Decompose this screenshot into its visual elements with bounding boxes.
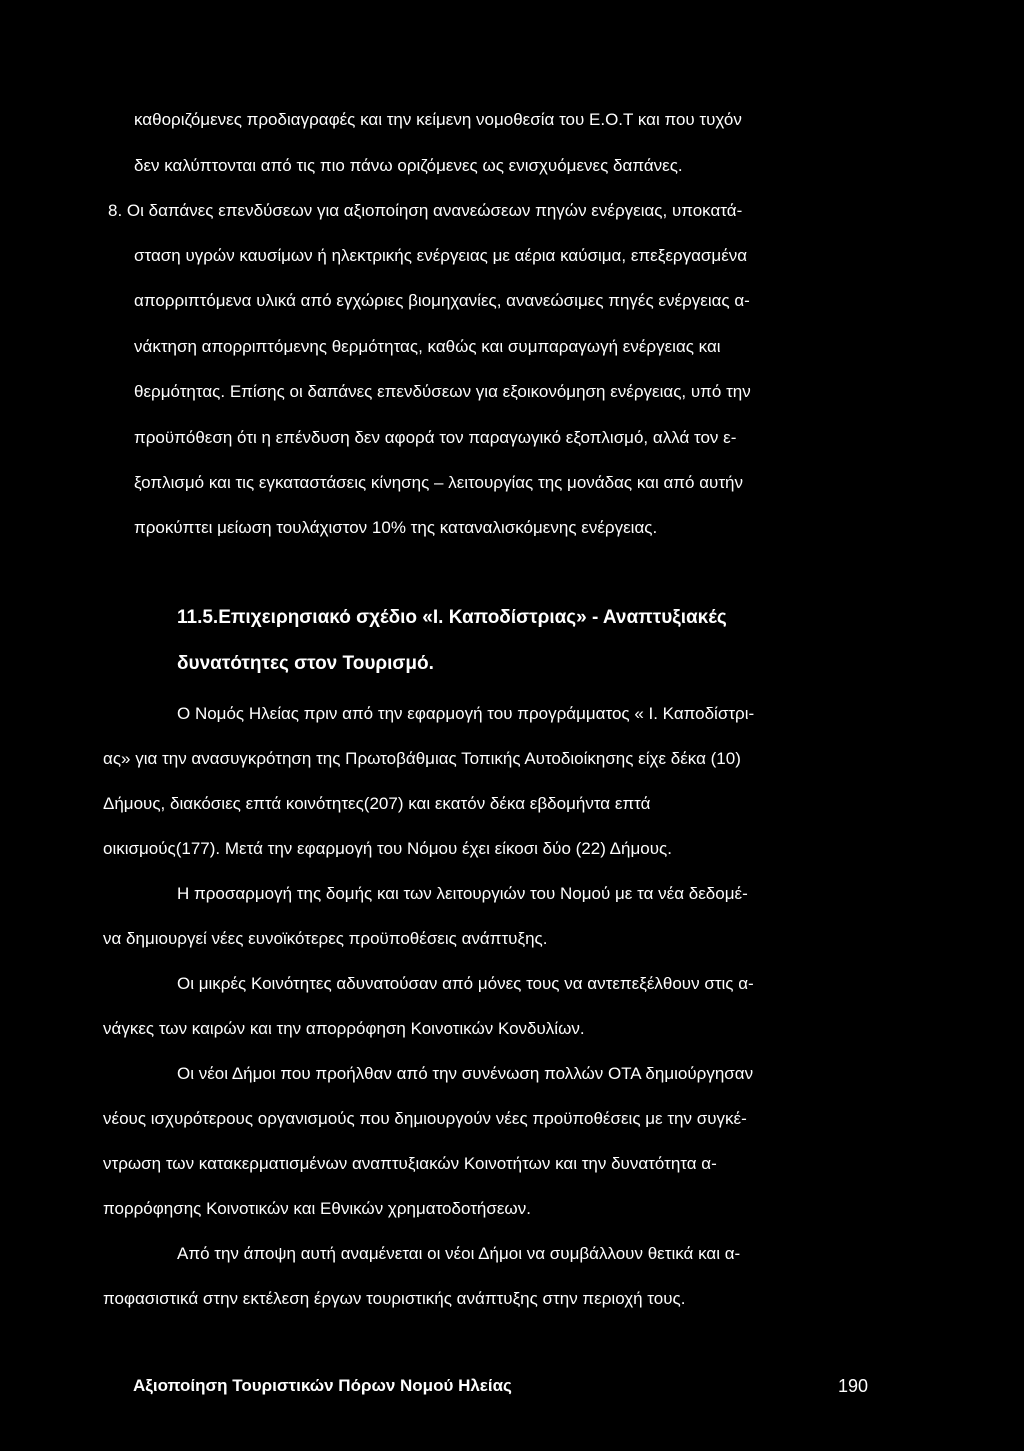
footer-title: Αξιοποίηση Τουριστικών Πόρων Νομού Ηλείας (133, 1376, 512, 1395)
page-number: 190 (838, 1376, 869, 1396)
paragraph-line: 8. Οι δαπάνες επενδύσεων για αξιοποίηση ανανεώσεων πηγών ενέργειας, υποκατά- (108, 201, 743, 220)
paragraph-line: ντρωση των κατακερματισμένων αναπτυξιακών Κοινοτήτων και την δυνατότητα α- (103, 1154, 717, 1173)
paragraph-line: απορριπτόμενα υλικά από εγχώριες βιομηχανίες, ανανεώσιμες πηγές ενέργειας α- (134, 291, 750, 310)
paragraph-line: ποφασιστικά στην εκτέλεση έργων τουριστικής ανάπτυξης στην περιοχή τους. (103, 1289, 686, 1308)
section-heading: 11.5.Επιχειρησιακό σχέδιο «Ι. Καποδίστριας» - Αναπτυξιακές (177, 607, 727, 628)
paragraph-line: πορρόφησης Κοινοτικών και Εθνικών χρηματοδοτήσεων. (103, 1199, 531, 1218)
paragraph-line: νάκτηση απορριπτόμενης θερμότητας, καθώς και συμπαραγωγή ενέργειας και (134, 337, 721, 356)
paragraph-line: Ο Νομός Ηλείας πριν από την εφαρμογή του προγράμματος « Ι. Καποδίστρι- (177, 704, 755, 723)
paragraph-line: Η προσαρμογή της δομής και των λειτουργιών του Νομού με τα νέα δεδομέ- (177, 884, 748, 903)
paragraph-line: να δημιουργεί νέες ευνοϊκότερες προϋποθέσεις ανάπτυξης. (103, 929, 548, 948)
paragraph-line: ας» για την ανασυγκρότηση της Πρωτοβάθμιας Τοπικής Αυτοδιοίκησης είχε δέκα (10) (103, 749, 741, 768)
paragraph-line: θερμότητας. Επίσης οι δαπάνες επενδύσεων για εξοικονόμηση ενέργειας, υπό την (134, 382, 751, 401)
paragraph-line: προϋπόθεση ότι η επένδυση δεν αφορά τον παραγωγικό εξοπλισμό, αλλά τον ε- (134, 428, 737, 447)
paragraph-line: οικισμούς(177). Μετά την εφαρμογή του Νόμου έχει είκοσι δύο (22) Δήμους. (103, 839, 672, 858)
paragraph-line: Οι νέοι Δήμοι που προήλθαν από την συνένωση πολλών ΟΤΑ δημιούργησαν (177, 1064, 754, 1083)
paragraph-line: καθοριζόμενες προδιαγραφές και την κείμενη νομοθεσία του Ε.Ο.Τ και που τυχόν (134, 110, 742, 129)
paragraph-line: νέους ισχυρότερους οργανισμούς που δημιουργούν νέες προϋποθέσεις με την συγκέ- (103, 1109, 747, 1128)
paragraph-line: ξοπλισμό και τις εγκαταστάσεις κίνησης – λειτουργίας της μονάδας και από αυτήν (134, 473, 743, 492)
paragraph-line: νάγκες των καιρών και την απορρόφηση Κοινοτικών Κονδυλίων. (103, 1019, 585, 1038)
paragraph-line: Οι μικρές Κοινότητες αδυνατούσαν από μόνες τους να αντεπεξέλθουν στις α- (177, 974, 754, 993)
paragraph-line: δεν καλύπτονται από τις πιο πάνω οριζόμενες ως ενισχυόμενες δαπάνες. (134, 156, 683, 175)
paragraph-line: Από την άποψη αυτή αναμένεται οι νέοι Δήμοι να συμβάλλουν θετικά και α- (177, 1244, 741, 1263)
section-heading: δυνατότητες στον Τουρισμό. (177, 653, 434, 674)
paragraph-line: Δήμους, διακόσιες επτά κοινότητες(207) και εκατόν δέκα εβδομήντα επτά (103, 794, 651, 813)
paragraph-line: προκύπτει μείωση τουλάχιστον 10% της καταναλισκόμενης ενέργειας. (134, 518, 658, 537)
paragraph-line: σταση υγρών καυσίμων ή ηλεκτρικής ενέργειας με αέρια καύσιμα, επεξεργασμένα (134, 246, 748, 265)
